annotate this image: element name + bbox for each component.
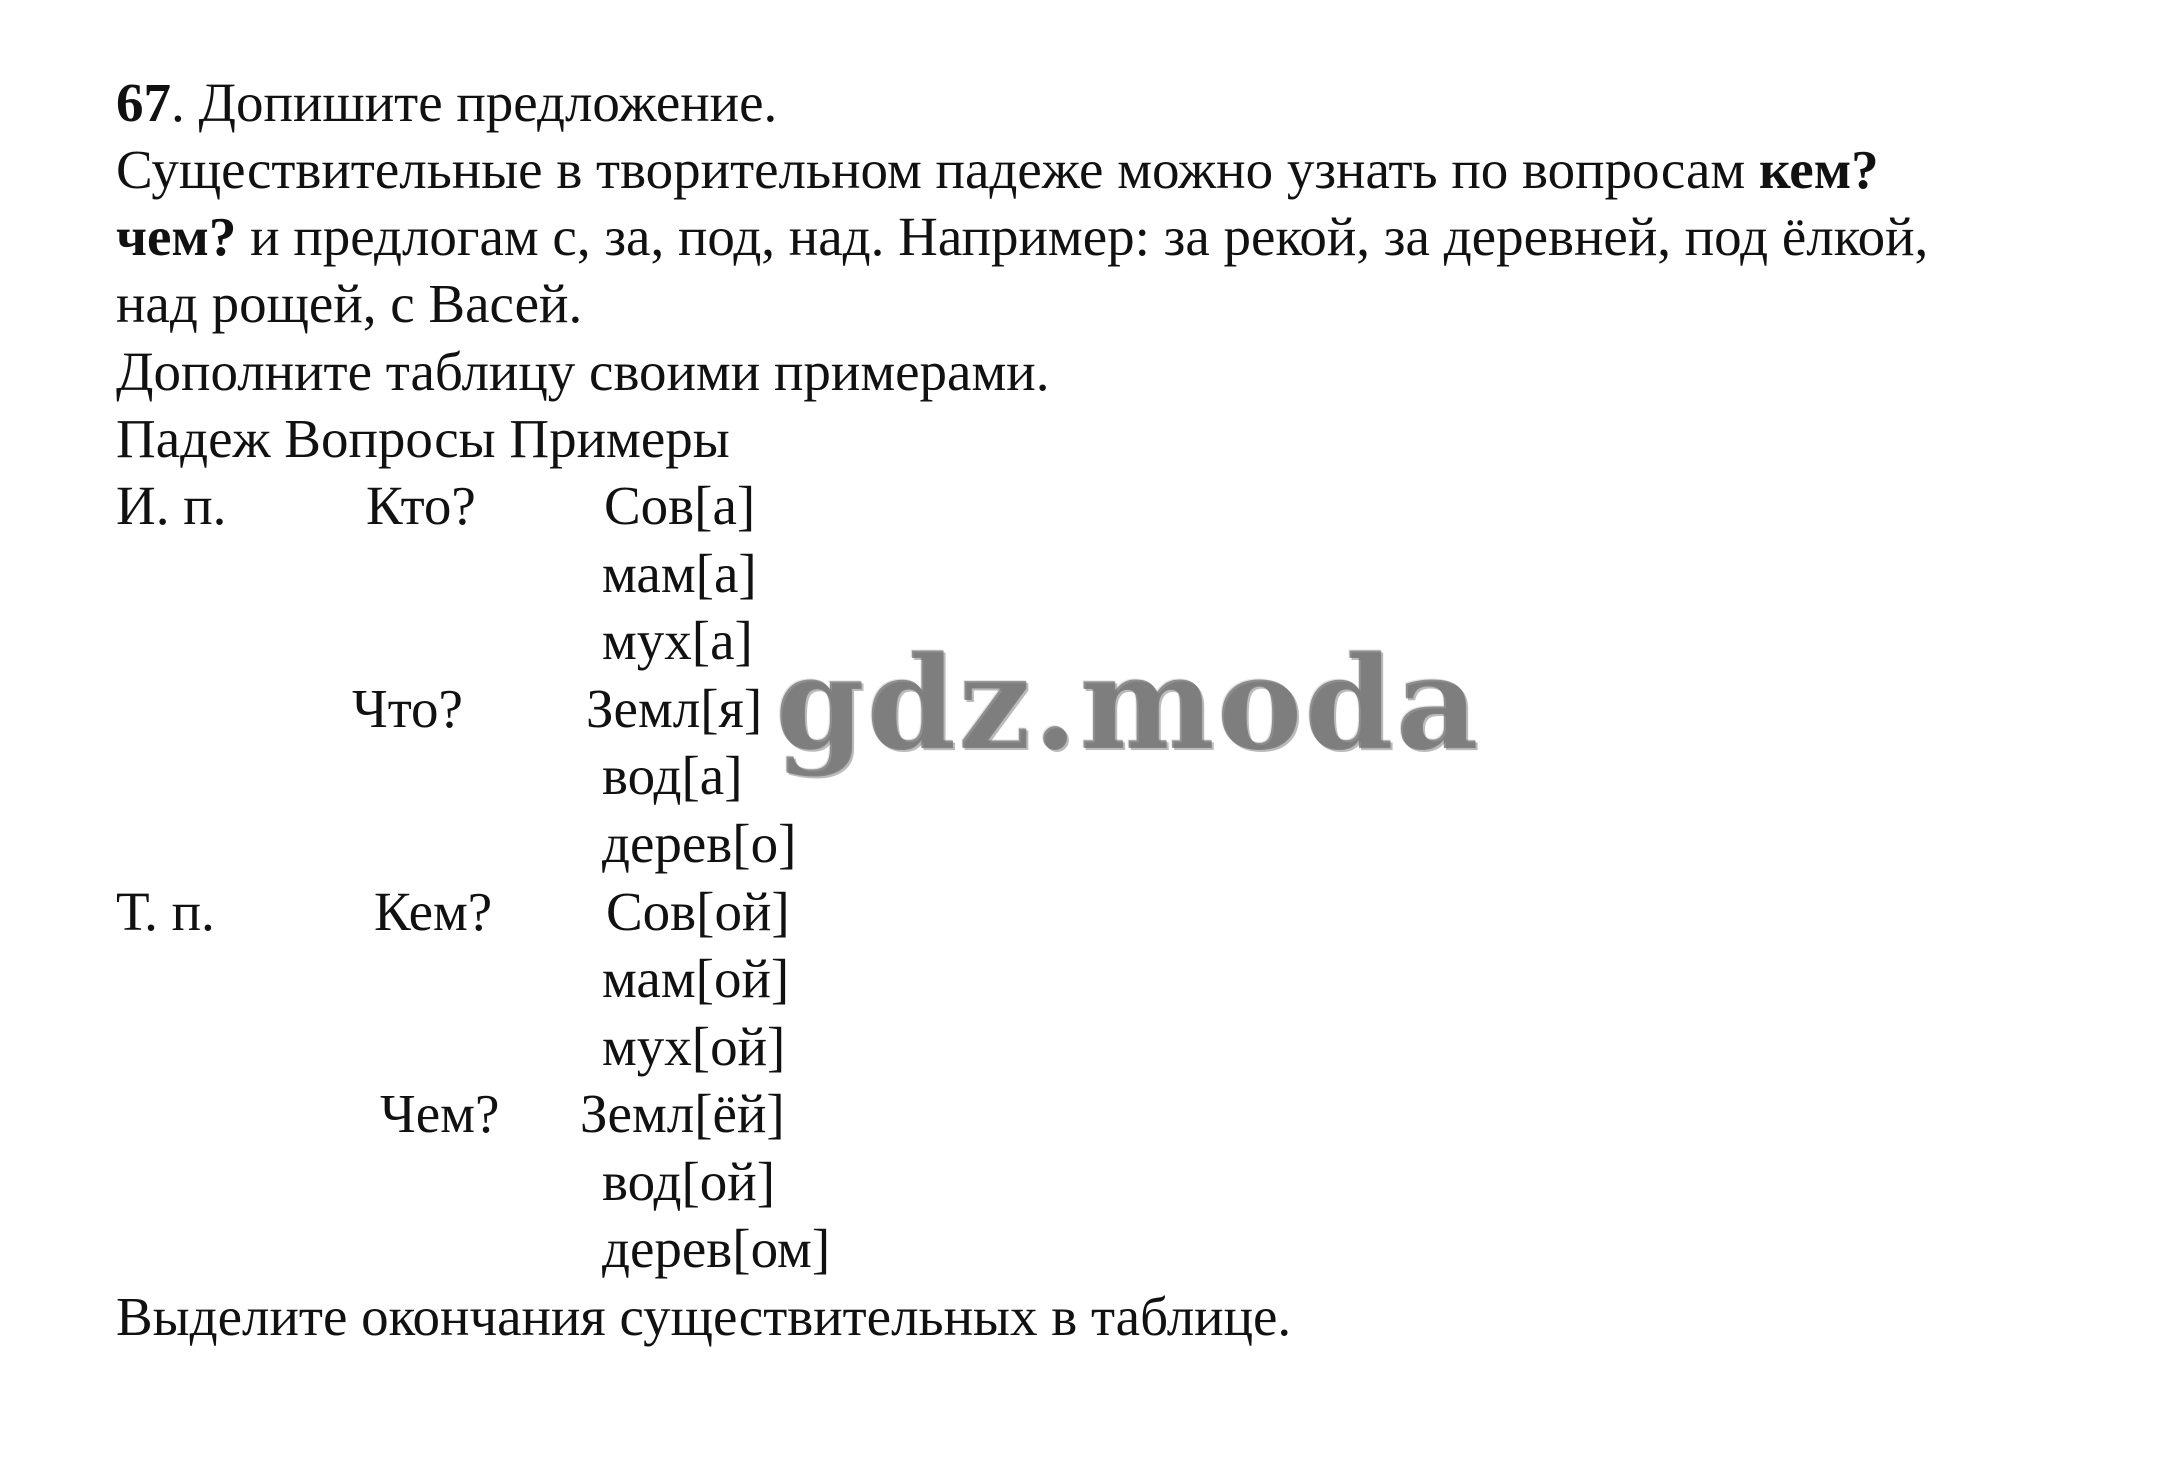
rule-text-1: Существительные в творительном падеже можно узнать по вопросам [116,139,1759,200]
example-word: мам[ой] [602,948,790,1009]
question-label: Кем? [374,881,493,942]
example-word: вод[ой] [602,1151,776,1212]
rule-line-3: над рощей, с Васей. [116,273,583,334]
watermark-logo: gdz.moda [775,629,1481,779]
footer-instruction: Выделите окончания существительных в таблице. [116,1286,1292,1347]
rule-text-2: и предлогам с, за, под, над. Например: за рекой, за деревней, под ёлкой, [236,206,1929,267]
example-word: мух[а] [602,610,753,671]
instruction: Дополните таблицу своими примерами. [116,341,1050,402]
rule-line-1 [116,139,1879,200]
task-title: . Допишите предложение. [171,72,778,133]
question-label: Кто? [366,475,476,536]
task-heading [116,72,778,133]
rule-line-2 [116,206,1929,267]
question-label: Что? [352,678,463,739]
example-word: дерев[ом] [602,1218,831,1279]
case-label: Т. п. [116,881,215,942]
rule-question-chem: чем? [116,206,237,267]
task-number: 67 [116,72,171,133]
example-word: Сов[ой] [606,881,790,942]
example-word: Сов[а] [604,475,756,536]
example-word: Земл[ёй] [580,1083,785,1144]
table-header: Падеж Вопросы Примеры [116,408,730,469]
example-word: вод[а] [602,745,743,806]
example-word: дерев[о] [602,813,797,874]
example-word: мам[а] [602,543,757,604]
example-word: Земл[я] [586,678,763,739]
rule-question-kem: кем? [1758,139,1879,200]
case-label: И. п. [116,475,227,536]
question-label: Чем? [380,1083,500,1144]
example-word: мух[ой] [602,1016,786,1077]
